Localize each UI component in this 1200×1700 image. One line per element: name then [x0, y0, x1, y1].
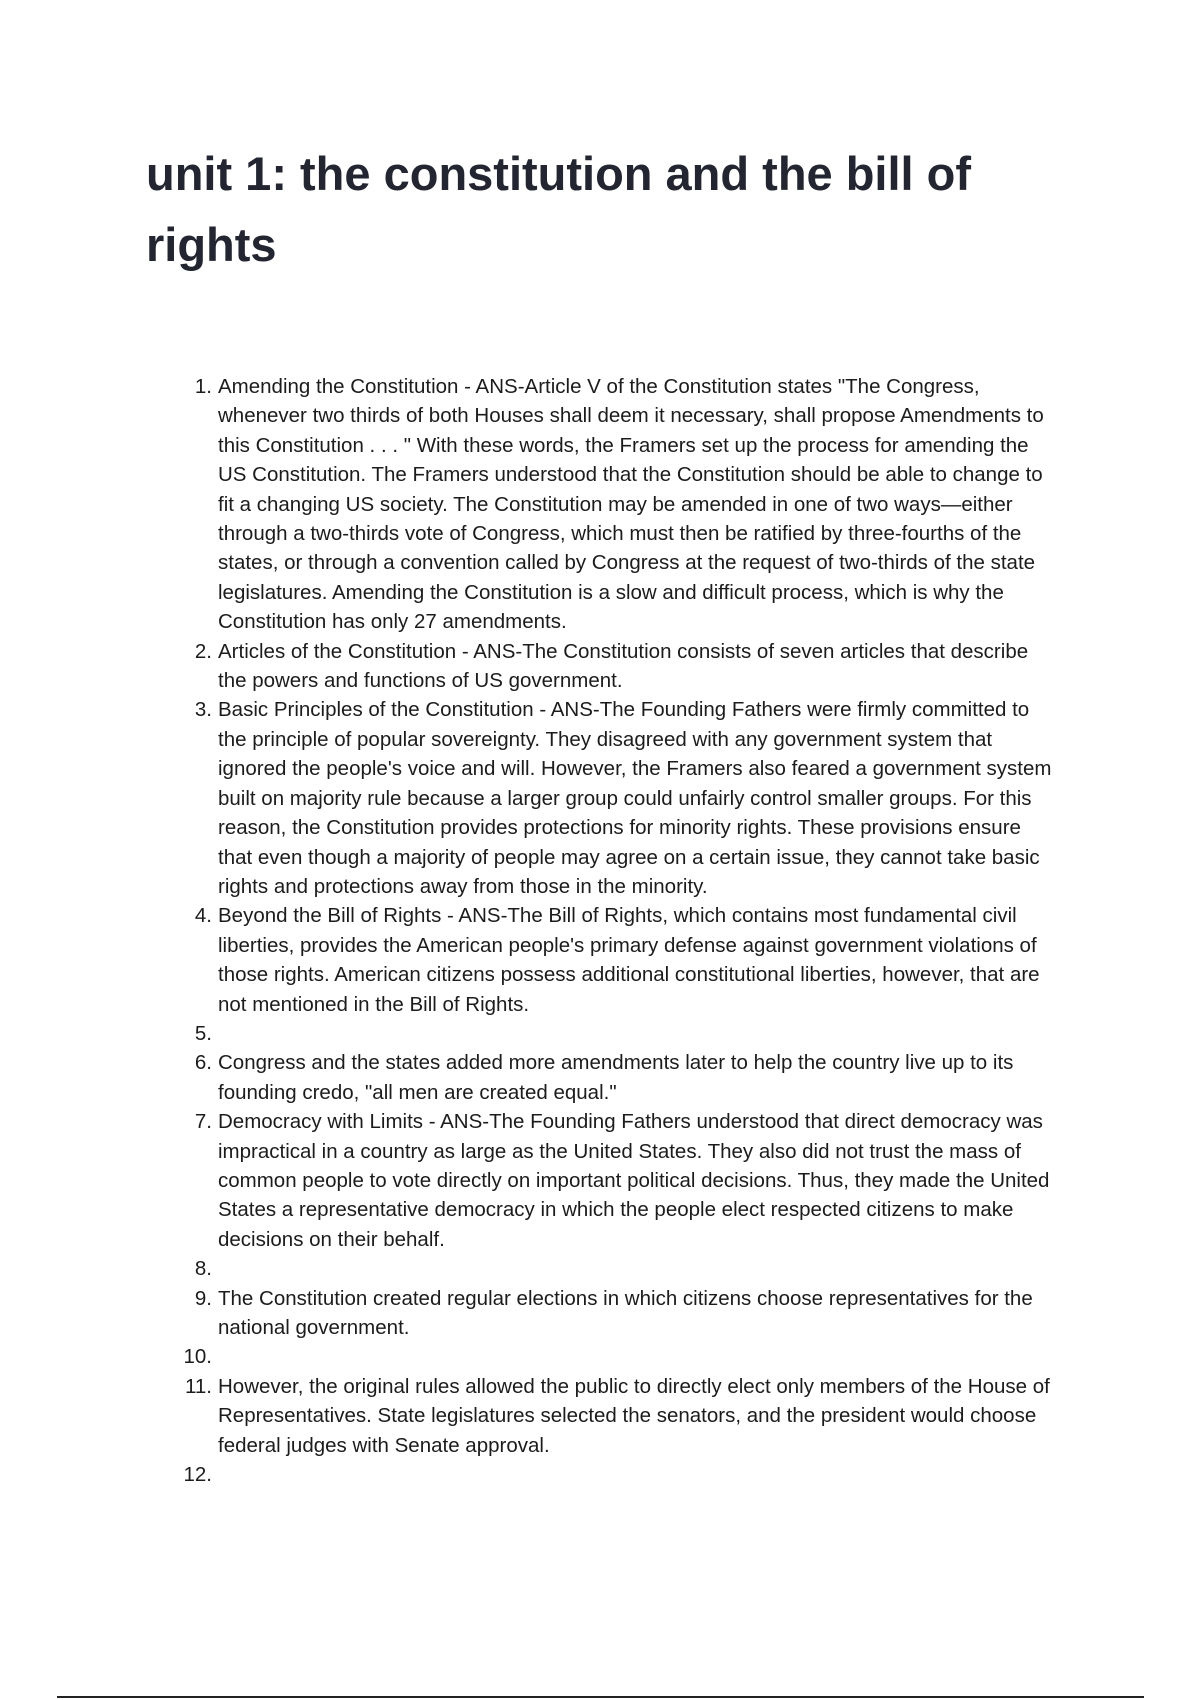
- list-item: [0, 1019, 1058, 1048]
- item-number: 6.: [194, 1051, 212, 1075]
- item-text: Articles of the Constitution - ANS-The Constitution consists of seven articles that describe the powers and functions of US government.: [218, 639, 1029, 693]
- item-text: [218, 1342, 1058, 1371]
- item-number: 2.: [194, 639, 212, 663]
- item-number: 8.: [194, 1257, 212, 1281]
- list-item: [0, 1048, 1058, 1107]
- list-item: [0, 372, 1058, 637]
- numbered-list: [0, 372, 1200, 1489]
- item-text: Democracy with Limits - ANS-The Founding Fathers understood that direct democracy was impractical in a country as large as the United States. They also did not trust the mass of common people to vote directly on important political decisions. Thus, they made the United States a representative democracy in which the people elect respected citizens to make decisions on their behalf.: [218, 1110, 1050, 1251]
- item-text: However, the original rules allowed the public to directly elect only members of the House of Representatives. State legislatures selected the senators, and the president would choose federal judges with Senate approval.: [218, 1374, 1050, 1457]
- item-number: 1.: [194, 375, 212, 398]
- item-number: 10.: [183, 1345, 212, 1369]
- item-text: Beyond the Bill of Rights - ANS-The Bill of Rights, which contains most fundamental civil liberties, provides the American people's primary defense against government violations of those rights. American citizens possess additional constitutional liberties, however, that are not mentioned in the Bill of Rights.: [218, 904, 1040, 1016]
- list-item: [0, 637, 1058, 696]
- item-number: 3.: [194, 698, 212, 722]
- item-number: 4.: [194, 904, 212, 928]
- item-text: [218, 1019, 1058, 1048]
- page-title: unit 1: the constitution and the bill of rights: [146, 147, 972, 271]
- list-item: [0, 901, 1058, 1019]
- list-item: [0, 1342, 1058, 1371]
- list-item: [0, 1107, 1058, 1254]
- item-text: Congress and the states added more amendments later to help the country live up to its founding credo, "all men are created equal.": [218, 1051, 1014, 1104]
- item-number: 12.: [183, 1462, 212, 1486]
- item-text: [218, 1460, 1058, 1489]
- item-number: 5.: [194, 1021, 212, 1045]
- item-text: Basic Principles of the Constitution - ANS-The Founding Fathers were firmly committed to the principle of popular sovereignty. They disagreed with any government system that ignored the people's voice and will. However, the Framers also feared a government system built on majority rule because a larger group could unfairly control smaller groups. For this reason, the Constitution provides protections for minority rights. These provisions ensure that even though a majority of people may agree on a certain issue, they cannot take basic rights and protections away from those in the minority.: [218, 698, 1052, 898]
- list-item: [0, 1254, 1058, 1283]
- item-number: 9.: [194, 1286, 212, 1310]
- item-text: [218, 1254, 1058, 1283]
- list-item: [0, 1460, 1058, 1489]
- list-item: [0, 695, 1058, 901]
- footer-divider: [57, 1696, 1144, 1698]
- item-number: 7.: [194, 1110, 212, 1134]
- list-item: [0, 1372, 1058, 1460]
- item-number: 11.: [185, 1374, 212, 1398]
- item-text: Amending the Constitution - ANS-Article V of the Constitution states "The Congress, whenever two thirds of both Houses shall deem it necessary, shall propose Amendments to this Constitution . . . " With these words, the Framers set up the process for amending the US Constitution. The Framers understood that the Constitution should be able to change to fit a changing US society. The Constitution may be amended in one of two ways—either through a two-thirds vote of Congress, which must then be ratified by three-fourths of the states, or through a convention called by Congress at the request of two-thirds of the state legislatures. Amending the Constitution is a slow and difficult process, which is why the Constitution has only 27 amendments.: [218, 375, 1044, 634]
- item-text: The Constitution created regular elections in which citizens choose representatives for the national government.: [218, 1286, 1033, 1339]
- list-item: [0, 1284, 1058, 1343]
